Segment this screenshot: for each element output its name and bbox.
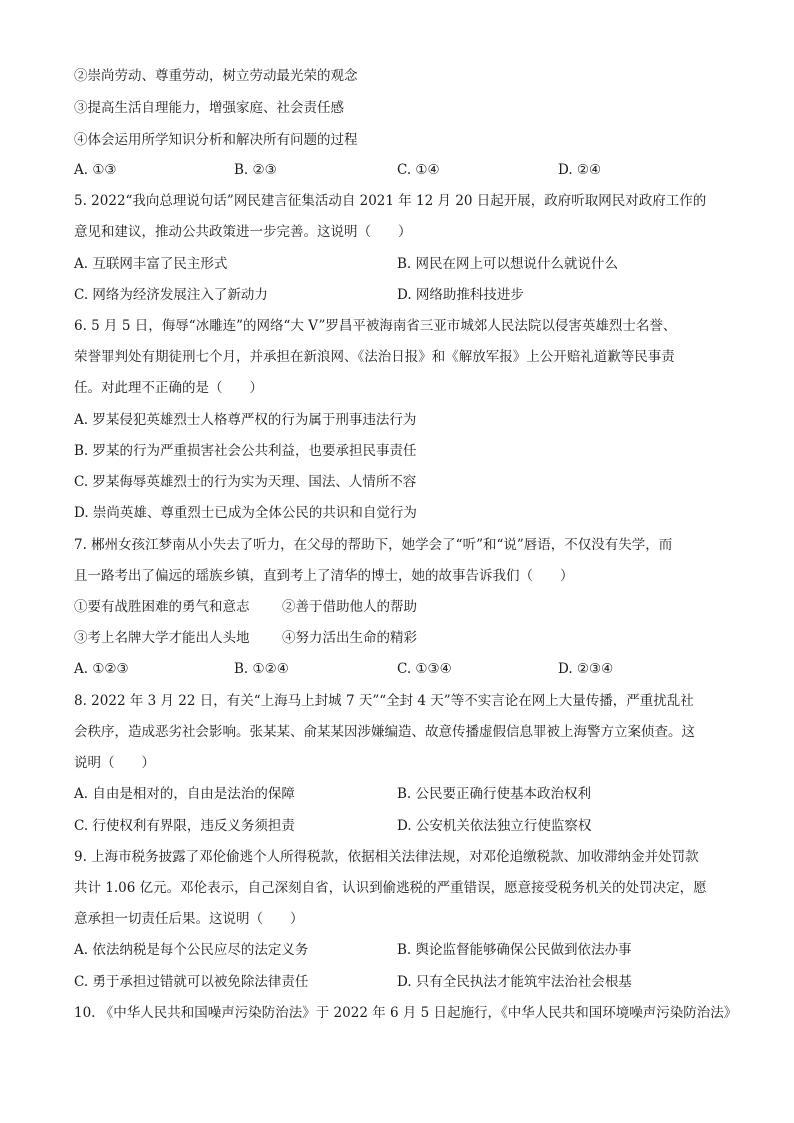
q8-option-c: C. 行使权利有界限，违反义务须担责 [74, 818, 295, 834]
q8-option-b: B. 公民要正确行使基本政治权利 [397, 786, 592, 802]
q4-statement-3: ③提高生活自理能力，增强家庭、社会责任感 [74, 100, 344, 116]
q7-statement-1: ①要有战胜困难的勇气和意志 [74, 599, 250, 615]
q5-stem-line-1: 5. 2022“我向总理说句话”网民建言征集活动自 2021 年 12 月 20 日起开展，政府听取网民对政府工作的 [74, 193, 707, 209]
q7-statement-2: ②善于借助他人的帮助 [282, 599, 417, 615]
q5-option-a: A. 互联网丰富了民主形式 [74, 256, 228, 272]
q4-option-c: C. ①④ [397, 162, 440, 178]
q9-stem-line-3: 意承担一切责任后果。这说明（ ） [74, 911, 304, 927]
q6-stem-line-3: 任。对此理不正确的是（ ） [74, 380, 263, 396]
q6-option-a: A. 罗某侵犯英雄烈士人格尊严权的行为属于刑事违法行为 [74, 412, 417, 428]
q4-statement-4: ④体会运用所学知识分析和解决所有问题的过程 [74, 132, 358, 148]
q8-stem-line-1: 8. 2022 年 3 月 22 日，有关“上海马上封城 7 天”“全封 4 天”等不实言论在网上大量传播，严重扰乱社 [74, 693, 694, 709]
q7-stem-line-1: 7. 郴州女孩江梦南从小失去了听力，在父母的帮助下，她学会了“听”和“说”唇语，不仅没有失学，而 [74, 537, 673, 553]
q9-option-d: D. 只有全民执法才能筑牢法治社会根基 [397, 974, 632, 990]
q4-option-d: D. ②④ [558, 162, 602, 178]
q8-stem-line-2: 会秩序，造成恶劣社会影响。张某某、俞某某因涉嫌编造、故意传播虚假信息罪被上海警方立案侦查。这 [74, 724, 695, 740]
q7-option-a: A. ①②③ [74, 661, 129, 677]
q9-stem-line-1: 9. 上海市税务披露了邓伦偷逃个人所得税款，依据相关法律法规，对邓伦追缴税款、加收滞纳金并处罚款 [74, 849, 699, 865]
q6-option-c: C. 罗某侮辱英雄烈士的行为实为天理、国法、人情所不容 [74, 474, 417, 490]
q7-option-b: B. ①②④ [234, 661, 289, 677]
q7-statement-3: ③考上名牌大学才能出人头地 [74, 630, 250, 646]
q5-option-c: C. 网络为经济发展注入了新动力 [74, 287, 268, 303]
q9-option-c: C. 勇于承担过错就可以被免除法律责任 [74, 974, 309, 990]
q8-option-a: A. 自由是相对的，自由是法治的保障 [74, 786, 295, 802]
q5-stem-line-2: 意见和建议，推动公共政策进一步完善。这说明（ ） [74, 224, 412, 240]
q7-stem-line-2: 且一路考出了偏远的瑶族乡镇，直到考上了清华的博士，她的故事告诉我们（ ） [74, 568, 574, 584]
q4-statement-2: ②崇尚劳动、尊重劳动，树立劳动最光荣的观念 [74, 68, 358, 84]
q7-option-c: C. ①③④ [397, 661, 452, 677]
q6-option-b: B. 罗某的行为严重损害社会公共利益，也要承担民事责任 [74, 443, 417, 459]
q5-option-b: B. 网民在网上可以想说什么就说什么 [397, 256, 619, 272]
q7-statement-4: ④努力活出生命的精彩 [282, 630, 417, 646]
q6-stem-line-2: 荣誉罪判处有期徒刑七个月，并承担在新浪网、《法治日报》和《解放军报》上公开赔礼道歉等民事责 [74, 349, 675, 365]
q4-option-a: A. ①③ [74, 162, 117, 178]
q9-option-a: A. 依法纳税是每个公民应尽的法定义务 [74, 942, 309, 958]
q5-option-d: D. 网络助推科技进步 [397, 287, 524, 303]
q4-option-b: B. ②③ [234, 162, 277, 178]
q6-stem-line-1: 6. 5 月 5 日，侮辱“冰雕连”的网络“大 V”罗昌平被海南省三亚市城郊人民法院以侵害英雄烈士名誉、 [74, 318, 677, 334]
q10-stem-line-1: 10. 《中华人民共和国噪声污染防治法》于 2022 年 6 月 5 日起施行，《中华人民共和国环境噪声污染防治法》 [74, 1005, 738, 1021]
q9-stem-line-2: 共计 1.06 亿元。邓伦表示，自己深刻自省，认识到偷逃税的严重错误，愿意接受税务机关的处罚决定，愿 [74, 880, 707, 896]
q6-option-d: D. 崇尚英雄、尊重烈士已成为全体公民的共识和自觉行为 [74, 505, 417, 521]
q9-option-b: B. 舆论监督能够确保公民做到依法办事 [397, 942, 632, 958]
q8-option-d: D. 公安机关依法独立行使监察权 [397, 818, 592, 834]
q8-stem-line-3: 说明（ ） [74, 755, 155, 771]
q7-option-d: D. ②③④ [558, 661, 614, 677]
